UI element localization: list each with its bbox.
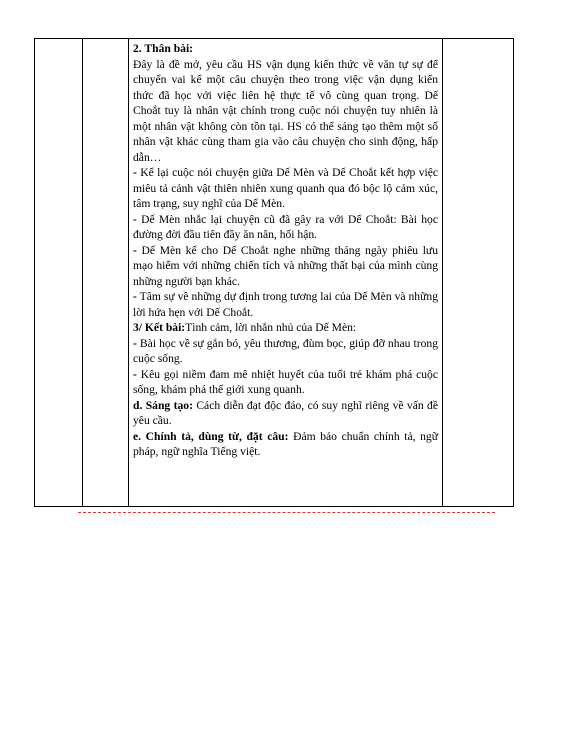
table-row <box>35 39 514 507</box>
paragraph <box>133 336 438 367</box>
paragraph <box>133 398 438 429</box>
paragraph-bold: d. Sáng tạo: <box>133 398 193 412</box>
paragraph <box>133 289 438 320</box>
paragraph-text: Đảm bảo chuẩn chính tả, ngữ pháp, ngữ nghĩa Tiếng việt. <box>133 429 438 458</box>
paragraph <box>133 367 438 398</box>
paragraph-text: Đây là đề mở, yêu cầu HS vận dụng kiến thức về văn tự sự để chuyển vai kể một câu chuyện theo trong việc vận dụng kiến thức đã học với việc liên hệ thực tế vô cùng quan trọng. Dế Choắt tuy là nhân vật chính trong cuộc nói chuyện tuy nhiên là một nhân vật không còn tồn tại. HS có thể sáng tạo thêm một số nhân vật khác cùng tham gia vào câu chuyện cho sinh động, hấp dẫn… <box>133 57 438 164</box>
paragraph-text: Bài học về sự gắn bó, yêu thương, đùm bọc, giúp đỡ nhau trong cuộc sống. <box>133 336 438 365</box>
paragraph-text: Dế Mèn nhắc lại chuyện cũ đã gây ra với Dế Choắt: Bài học đường đời đầu tiên đầy ăn năn, hối hận. <box>133 212 438 241</box>
paragraph <box>133 41 438 57</box>
paragraph-bold: - <box>133 336 137 350</box>
paragraph <box>133 243 438 290</box>
paragraph-bold: - <box>133 290 137 303</box>
paragraph-bold: - <box>133 367 137 381</box>
paragraph-text: Kể lại cuộc nói chuyện giữa Dế Mèn và Dế Choắt kết hợp việc miêu tả cảnh vật thiên nhiên xung quanh qua đó bộc lộ cảm xúc, tâm trạng, suy nghĩ của Dế Mèn. <box>133 166 438 210</box>
table-cell-col2 <box>83 39 129 507</box>
paragraph-bold: 3/ Kết bài: <box>133 321 186 334</box>
paragraph-bold: 2. Thân bài: <box>133 42 194 55</box>
paragraph-text: Tâm sự về những dự định trong tương lai của Dế Mèn và những lời hứa hẹn với Dế Choắt. <box>133 290 438 319</box>
table-cell-score <box>443 39 514 507</box>
paragraph <box>133 165 438 212</box>
paragraph <box>133 429 438 460</box>
paragraph-text: Kêu gọi niềm đam mê nhiệt huyết của tuổi trẻ khám phá cuộc sống, khám phá thế giới xung quanh. <box>133 367 438 396</box>
paragraph-bold: e. Chính tả, dùng từ, đặt câu: <box>133 429 289 443</box>
paragraph <box>133 212 438 243</box>
answer-content <box>129 39 442 460</box>
table-cell-col1 <box>35 39 83 507</box>
paragraph-text: Cách diễn đạt độc đáo, có suy nghĩ riêng về vấn đề yêu cầu. <box>133 398 439 427</box>
paragraph-text: Dế Mèn kể cho Dế Choắt nghe những tháng ngày phiêu lưu mạo hiểm với những chiến tích và những thất bại của mình cùng những người bạn khác. <box>133 243 438 288</box>
paragraph-text: Tình cảm, lời nhắn nhủ của Dế Mèn: <box>185 321 357 334</box>
paragraph-bold: - <box>133 166 137 179</box>
paragraph-bold: - <box>133 212 137 226</box>
table-cell-content <box>129 39 443 507</box>
rubric-table <box>34 38 514 507</box>
paragraph-bold: - <box>133 243 137 257</box>
section-divider <box>78 512 495 513</box>
paragraph <box>133 57 438 166</box>
paragraph <box>133 320 438 336</box>
